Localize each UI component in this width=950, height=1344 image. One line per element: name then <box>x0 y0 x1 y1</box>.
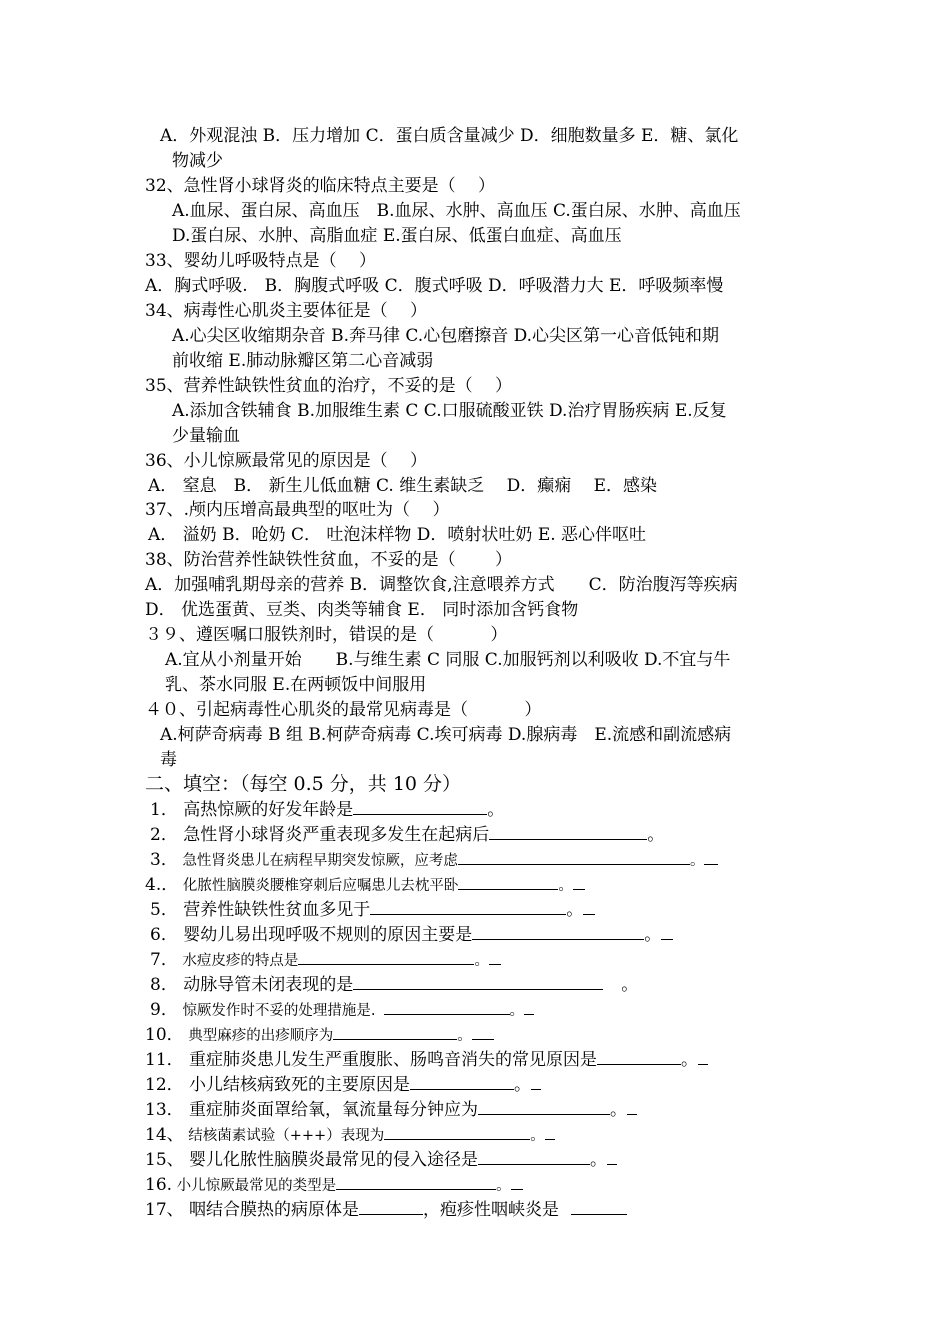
q36-question: 36、小儿惊厥最常见的原因是（ ） <box>145 451 428 471</box>
fill-text: 结核菌素试验（+++）表现为 <box>188 1128 385 1144</box>
fill-end: 。 <box>487 800 505 820</box>
fill-number: 14、 <box>145 1125 184 1145</box>
fill-item-12 <box>145 1072 541 1097</box>
answer-blank-tail <box>704 847 718 865</box>
fill-end: 。 <box>681 1050 699 1070</box>
fill-end: 。 <box>496 1178 511 1194</box>
answer-blank[interactable] <box>410 1072 514 1090</box>
q39-question: ３９、遵医嘱口服铁剂时，错误的是（ ） <box>145 625 508 645</box>
fill-text: 急性肾小球肾炎严重表现多发生在起病后 <box>183 825 490 845</box>
q39-options-line-2: 乳、茶水同服 E.在两顿饭中间服用 <box>165 675 427 695</box>
q33-question: 33、婴幼儿呼吸特点是（ ） <box>145 251 377 271</box>
answer-blank[interactable] <box>472 922 644 940</box>
q39-options-line-1: A.宜从小剂量开始 B.与维生素 C 同服 C.加服钙剂以利吸收 D.不宜与牛 <box>165 650 731 670</box>
fill-number: 15、 <box>145 1150 184 1170</box>
fill-end: 。 <box>457 1028 472 1044</box>
answer-blank[interactable] <box>336 1172 496 1190</box>
fill-text: 高热惊厥的好发年龄是 <box>183 800 354 820</box>
answer-blank[interactable] <box>370 897 566 915</box>
answer-blank[interactable] <box>597 1047 681 1065</box>
answer-blank-tail <box>698 1047 708 1065</box>
answer-blank-tail <box>531 1072 541 1090</box>
fill-text: 急性肾炎患儿在病程早期突发惊厥，应考虑 <box>182 853 458 869</box>
fill-item-9 <box>150 997 534 1023</box>
fill-text: 惊厥发作时不妥的处理措施是. <box>182 1003 376 1019</box>
fill-end: 。 <box>474 953 489 969</box>
fill-item-10 <box>145 1022 494 1048</box>
fill-end: 。 <box>590 1150 608 1170</box>
q37-question: 37、.颅内压增高最典型的呕吐为（ ） <box>145 500 450 520</box>
fill-number: 12． <box>145 1075 184 1095</box>
answer-blank[interactable] <box>571 1197 627 1215</box>
fill-end: 。 <box>514 1075 532 1095</box>
q32-question: 32、急性肾小球肾炎的临床特点主要是（ ） <box>145 176 496 196</box>
answer-blank-tail <box>661 922 673 940</box>
q35-question: 35、营养性缺铁性贫血的治疗，不妥的是（ ） <box>145 376 513 396</box>
fill-number: 1． <box>150 800 178 820</box>
fill-end: 。 <box>610 1100 628 1120</box>
fill-item-3 <box>150 847 718 873</box>
answer-blank[interactable] <box>359 1197 423 1215</box>
fill-item-6 <box>150 922 673 947</box>
answer-blank-tail <box>545 1122 555 1140</box>
fill-item-17 <box>145 1197 627 1222</box>
q38-question: 38、防治营养性缺铁性贫血，不妥的是（ ） <box>145 550 513 570</box>
fill-end: 。 <box>566 900 584 920</box>
answer-blank[interactable] <box>478 1147 590 1165</box>
answer-blank-tail <box>489 947 501 965</box>
answer-blank[interactable] <box>458 872 558 890</box>
fill-item-16 <box>145 1172 523 1198</box>
fill-text: 重症肺炎面罩给氧，氧流量每分钟应为 <box>189 1100 479 1120</box>
fill-text: 婴儿化脓性脑膜炎最常见的侵入途径是 <box>189 1150 479 1170</box>
answer-blank-tail <box>524 997 534 1015</box>
fill-item-7 <box>150 947 501 973</box>
section-two-heading: 二、填空：（每空 0.5 分，共 10 分） <box>145 773 462 795</box>
answer-blank-tail <box>511 1172 523 1190</box>
answer-blank[interactable] <box>489 822 647 840</box>
q34-options-line-2: 前收缩 E.肺动脉瓣区第二心音减弱 <box>172 351 434 371</box>
fill-item-4 <box>145 872 585 898</box>
fill-number: 5． <box>150 900 178 920</box>
q37-options: A． 溢奶 B．呛奶 C． 吐泡沫样物 D．喷射状吐奶 E. 恶心伴呕吐 <box>148 525 647 545</box>
fill-end: 。 <box>621 975 639 995</box>
fill-text: 水痘皮疹的特点是 <box>182 953 299 969</box>
q32-options-line-2: D.蛋白尿、水肿、高脂血症 E.蛋白尿、低蛋白血症、高血压 <box>172 226 622 246</box>
fill-item-13 <box>145 1097 637 1122</box>
q35-options-line-2: 少量输血 <box>172 426 240 446</box>
fill-item-2 <box>150 822 664 847</box>
fill-text: 动脉导管未闭表现的是 <box>183 975 354 995</box>
fill-number: 6． <box>150 925 178 945</box>
fill-number: 8． <box>150 975 178 995</box>
answer-blank[interactable] <box>384 1122 530 1140</box>
fill-number: 2． <box>150 825 178 845</box>
fill-number: 10． <box>145 1025 184 1045</box>
fill-text: 典型麻疹的出疹顺序为 <box>188 1028 334 1044</box>
fill-number: 17、 <box>145 1200 184 1220</box>
fill-number: 13． <box>145 1100 184 1120</box>
answer-blank-tail <box>627 1097 637 1115</box>
q32-options-line-1: A.血尿、蛋白尿、高血压 B.血尿、水肿、高血压 C.蛋白尿、水肿、高血压 <box>172 201 741 221</box>
q33-options: A．胸式呼吸. B．胸腹式呼吸 C．腹式呼吸 D．呼吸潜力大 E．呼吸频率慢 <box>145 276 724 296</box>
q31-options-line-1: A．外观混浊 B．压力增加 C．蛋白质含量减少 D．细胞数量多 E．糖、氯化 <box>160 126 739 146</box>
fill-number: 4.． <box>145 875 179 895</box>
fill-text: 化脓性脑膜炎腰椎穿刺后应嘱患儿去枕平卧 <box>182 878 459 894</box>
q40-options-line-1: A.柯萨奇病毒 B 组 B.柯萨奇病毒 C.埃可病毒 D.腺病毒 E.流感和副流感病 <box>160 725 732 745</box>
fill-text: 营养性缺铁性贫血多见于 <box>183 900 371 920</box>
fill-end: 。 <box>647 825 665 845</box>
fill-text: 咽结合膜热的病原体是 <box>189 1200 360 1220</box>
fill-text-middle: ，疱疹性咽峡炎是 <box>423 1200 560 1220</box>
fill-end: 。 <box>644 925 662 945</box>
answer-blank-tail <box>607 1147 617 1165</box>
fill-end: 。 <box>558 878 573 894</box>
fill-item-15 <box>145 1147 617 1172</box>
fill-item-1 <box>150 797 504 822</box>
fill-text: 婴幼儿易出现呼吸不规则的原因主要是 <box>183 925 473 945</box>
q38-options-line-2: D． 优选蛋黄、豆类、肉类等辅食 E． 同时添加含钙食物 <box>145 600 579 620</box>
answer-blank[interactable] <box>478 1097 610 1115</box>
q35-options-line-1: A.添加含铁辅食 B.加服维生素 C C.口服硫酸亚铁 D.治疗胃肠疾病 E.反复 <box>172 401 727 421</box>
answer-blank-tail <box>472 1022 494 1040</box>
fill-text: 小儿结核病致死的主要原因是 <box>189 1075 411 1095</box>
answer-blank[interactable] <box>298 947 474 965</box>
fill-end: 。 <box>530 1128 545 1144</box>
answer-blank[interactable] <box>333 1022 457 1040</box>
fill-text: 重症肺炎患儿发生严重腹胀、肠鸣音消失的常见原因是 <box>189 1050 598 1070</box>
fill-end: 。 <box>689 853 705 869</box>
answer-blank-tail <box>573 872 585 890</box>
fill-number: 16. <box>145 1175 173 1195</box>
answer-blank[interactable] <box>353 972 603 990</box>
q36-options: A． 窒息 B． 新生儿低血糖 C. 维生素缺乏 D．癫痫 E．感染 <box>148 476 658 496</box>
fill-number: 3． <box>150 850 178 870</box>
answer-blank[interactable] <box>384 997 510 1015</box>
fill-item-11 <box>145 1047 708 1072</box>
q34-question: 34、病毒性心肌炎主要体征是（ ） <box>145 301 428 321</box>
answer-blank[interactable] <box>353 797 487 815</box>
answer-blank-tail <box>583 897 595 915</box>
fill-item-14 <box>145 1122 555 1148</box>
q40-options-line-2: 毒 <box>160 750 177 770</box>
fill-number: 11． <box>145 1050 184 1070</box>
q38-options-line-1: A．加强哺乳期母亲的营养 B．调整饮食,注意喂养方式 C．防治腹泻等疾病 <box>145 575 738 595</box>
q34-options-line-1: A.心尖区收缩期杂音 B.奔马律 C.心包磨擦音 D.心尖区第一心音低钝和期 <box>172 326 720 346</box>
fill-item-5 <box>150 897 595 922</box>
answer-blank[interactable] <box>458 847 690 865</box>
fill-number: 7． <box>150 950 178 970</box>
fill-text: 小儿惊厥最常见的类型是 <box>176 1178 337 1194</box>
fill-item-8 <box>150 972 638 997</box>
q31-options-line-2: 物减少 <box>172 151 223 171</box>
fill-end: 。 <box>509 1003 525 1019</box>
fill-number: 9． <box>150 1000 178 1020</box>
q40-question: ４０、引起病毒性心肌炎的最常见病毒是（ ） <box>145 700 542 720</box>
